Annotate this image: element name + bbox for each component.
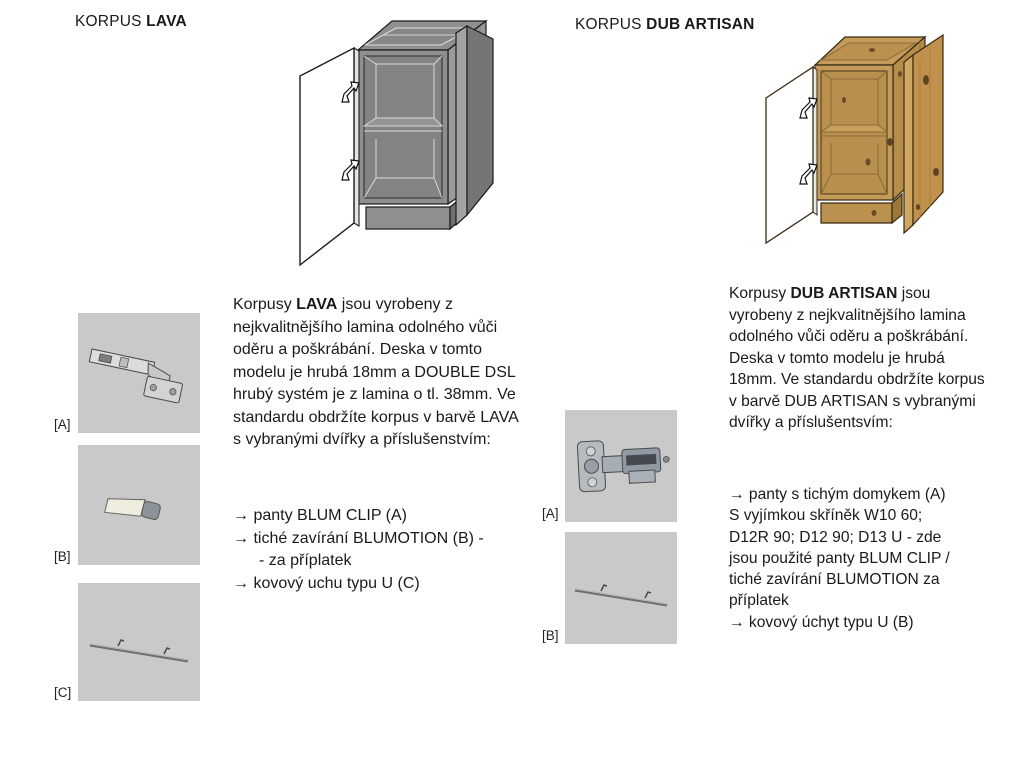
- artisan-paragraph: Korpusy DUB ARTISAN jsou vyrobeny z nejkvalitnějšího lamina odolného vůči oděru a poškrábání. Deska v tomto modelu je hrubá 18mm. Ve standardu obdržíte korpus v barvě DUB ARTISAN s vybranými dvířky a příslušentsvím:: [729, 285, 985, 431]
- artisan-title: [575, 16, 755, 34]
- artisan-bullet: S vyjímkou skříněk W10 60;: [729, 507, 923, 525]
- lava-title: [75, 13, 187, 31]
- lava-bullet: → panty BLUM CLIP (A): [233, 507, 407, 524]
- hardware-tile: [54, 445, 200, 565]
- tile-label: [B]: [542, 628, 559, 643]
- artisan-title-prefix: KORPUS: [575, 16, 647, 33]
- artisan-title-name: DUB ARTISAN: [646, 16, 755, 33]
- artisan-description: [729, 283, 991, 434]
- hardware-tile: [542, 532, 677, 644]
- handle-image: [565, 532, 677, 644]
- lava-description: [233, 294, 522, 452]
- artisan-bullet: příplatek: [729, 592, 789, 610]
- lava-title-name: LAVA: [146, 13, 187, 30]
- lava-title-prefix: KORPUS: [75, 13, 147, 30]
- damper-image: [78, 445, 200, 565]
- handle-image: [78, 583, 200, 701]
- lava-bullet: → tiché zavírání BLUMOTION (B) -: [233, 529, 484, 547]
- lava-bullet: - za příplatek: [259, 552, 352, 569]
- hardware-tile: [54, 583, 200, 701]
- artisan-bullet: tiché zavírání BLUMOTION za: [729, 571, 940, 589]
- artisan-bullet: → kovový úchyt typu U (B): [729, 613, 914, 631]
- artisan-bullet-list: [729, 484, 1009, 633]
- artisan-bullet: → panty s tichým domykem (A): [729, 486, 946, 503]
- lava-bullet: → kovový uchu typu U (C): [233, 574, 420, 592]
- hinge-image: [565, 410, 677, 522]
- artisan-bullet: jsou použité panty BLUM CLIP /: [729, 549, 950, 567]
- lava-paragraph: Korpusy LAVA jsou vyrobeny z nejkvalitnějšího lamina odolného vůči oděru a poškrábání. Deska v tomto modelu je hrubá 18mm a DOUBLE DSL hrubý systém je z lamina o tl. 38mm. Ve standardu obdržíte korpus v barvě LAVA s vybranými dvířky a příslušenstvím:: [233, 296, 518, 448]
- hardware-tile: [54, 313, 200, 433]
- tile-label: [A]: [542, 506, 559, 521]
- tile-label: [C]: [54, 685, 72, 700]
- artisan-cabinet-illustration: [742, 22, 970, 262]
- lava-bullet-list: [233, 505, 522, 595]
- hardware-tile: [542, 410, 677, 522]
- tile-label: [A]: [54, 417, 71, 432]
- artisan-bullet: D12R 90; D12 90; D13 U - zde: [729, 528, 942, 546]
- hinge-image: [78, 313, 200, 433]
- tile-label: [B]: [54, 549, 71, 564]
- lava-cabinet-illustration: [288, 8, 518, 268]
